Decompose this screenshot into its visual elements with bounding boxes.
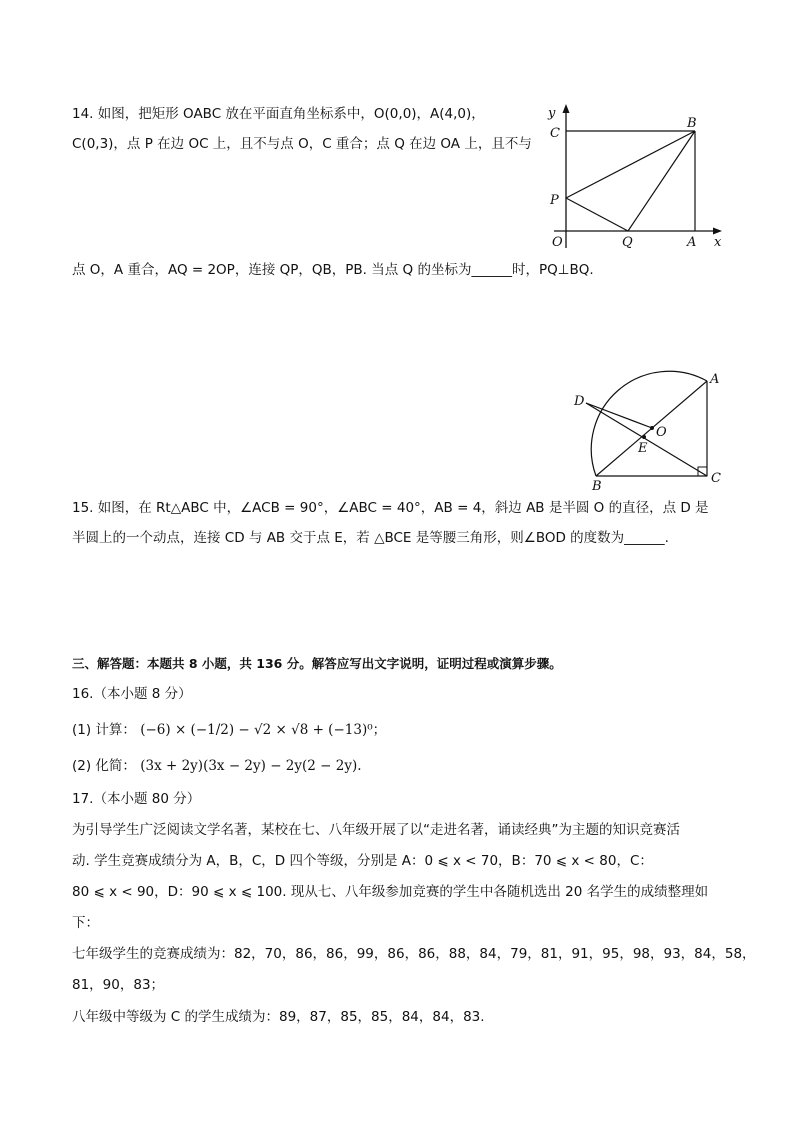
q15-segment-dc	[586, 403, 707, 476]
q15-line-2: 半圆上的一个动点，连接 CD 与 AB 交于点 E，若 △BCE 是等腰三角形，则∠BOD 的度数为______.	[72, 530, 669, 546]
q14-figure	[540, 100, 730, 252]
q16-part-2-prefix: (2) 化简：	[72, 758, 136, 774]
q14-label-q: Q	[622, 235, 633, 250]
q16-part-1-prefix: (1) 计算：	[72, 722, 136, 738]
q16-part-1	[72, 720, 386, 740]
q14-segment-qb	[628, 131, 695, 231]
q14-label-p: P	[550, 193, 559, 208]
q15-label-d: D	[574, 394, 585, 409]
q14-label-o: O	[552, 235, 563, 250]
q14-y-arrow	[563, 104, 570, 113]
q17-paragraph-line-1: 为引导学生广泛阅读文学名著，某校在七、八年级开展了以“走进名著，诵读经典”为主题的知识竞赛活	[72, 822, 680, 838]
q17-header: 17.（本小题 80 分）	[72, 791, 201, 807]
q14-label-c: C	[550, 126, 560, 141]
q16-part-1-expression: (−6) × (−1/2) − √2 × √8 + (−13)⁰；	[140, 722, 387, 738]
q15-label-e: E	[638, 441, 648, 456]
q15-label-b: B	[592, 479, 602, 492]
q15-point-o	[650, 426, 654, 430]
q14-label-a: A	[687, 235, 697, 250]
q14-label-x: x	[714, 235, 722, 250]
q15-point-e	[642, 435, 646, 439]
q15-label-c: C	[711, 471, 721, 486]
q17-paragraph-line-4: 下：	[72, 915, 99, 931]
q16-part-2-expression: (3x + 2y)(3x − 2y) − 2y(2 − 2y).	[140, 758, 362, 774]
q16-header: 16.（本小题 8 分）	[72, 686, 192, 702]
q17-grade7-scores-line-2: 81，90，83；	[72, 977, 165, 993]
q14-x-arrow	[713, 228, 722, 235]
q14-segment-pq	[566, 198, 628, 231]
q17-grade7-scores-line-1: 七年级学生的竞赛成绩为：82，70，86，86，99，86，86，88，84，79，81，91，95，98，93，84，58，	[72, 946, 756, 962]
q14-line-3: 点 O，A 重合，AQ = 2OP，连接 QP，QB，PB. 当点 Q 的坐标为______时，PQ⊥BQ.	[72, 262, 594, 278]
section-3-heading: 三、解答题：本题共 8 小题，共 136 分。解答应写出文字说明，证明过程或演算步骤。	[72, 656, 562, 671]
q14-line-2: C(0,3)，点 P 在边 OC 上，且不与点 O，C 重合；点 Q 在边 OA 上，且不与	[72, 136, 532, 152]
q16-part-2	[72, 756, 362, 776]
q17-paragraph-line-2: 动. 学生竞赛成绩分为 A，B，C，D 四个等级，分别是 A：0 ⩽ x < 70，B：70 ⩽ x < 80，C：	[72, 853, 653, 869]
q17-grade8-c-scores: 八年级中等级为 C 的学生成绩为：89，87，85，85，84，84，83.	[72, 1009, 485, 1025]
q14-line-1: 14. 如图，把矩形 OABC 放在平面直角坐标系中，O(0,0)，A(4,0)，	[72, 106, 485, 122]
q14-segment-pb	[566, 131, 695, 198]
q15-label-o: O	[656, 425, 667, 440]
q14-label-y: y	[548, 106, 556, 121]
q14-label-b: B	[687, 116, 697, 131]
q17-paragraph-line-3: 80 ⩽ x < 90，D：90 ⩽ x ⩽ 100. 现从七、八年级参加竞赛的学生中各随机选出 20 名学生的成绩整理如	[72, 884, 709, 900]
q15-figure	[566, 358, 732, 492]
q15-line-1: 15. 如图，在 Rt△ABC 中，∠ACB = 90°，∠ABC = 40°，AB = 4，斜边 AB 是半圆 O 的直径，点 D 是	[72, 500, 709, 516]
q15-semicircle	[591, 371, 707, 476]
q15-label-a: A	[710, 372, 720, 387]
